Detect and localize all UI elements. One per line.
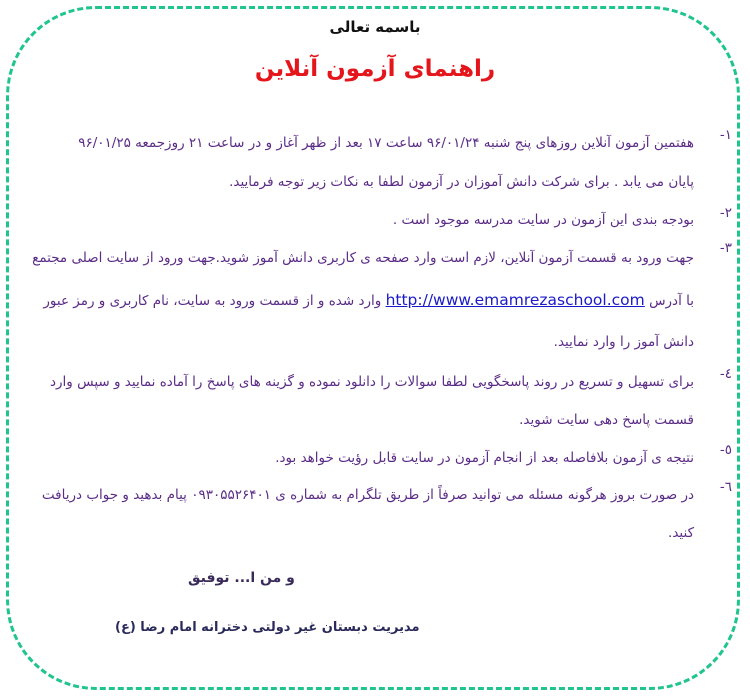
closing-phrase: و من ا... توفیق — [188, 570, 295, 586]
page-title: راهنمای آزمون آنلاین — [254, 56, 496, 82]
item-text-line: نتیجه ی آزمون بلافاصله بعد از انجام آزمون در سایت قابل رؤیت خواهد بود. — [275, 450, 694, 466]
item-text-line: کنید. — [668, 525, 694, 541]
instruction-item-1 — [22, 127, 732, 205]
instruction-item-6 — [22, 479, 732, 555]
instruction-item-3 — [22, 240, 732, 366]
signature-line: مدیریت دبستان غیر دولتی دخترانه امام رضا (ع) — [115, 620, 420, 635]
item-text-line: پایان می یابد . برای شرکت دانش آموزان در آزمون لطفا به نکات زیر توجه فرمایید. — [229, 174, 694, 190]
item-text-line: بودجه بندی این آزمون در سایت مدرسه موجود است . — [392, 212, 694, 228]
item-number: ۱- — [719, 127, 732, 143]
instructions-list — [22, 127, 732, 555]
item-text-fragment: وارد شده و از قسمت ورود به سایت، نام کاربری و رمز عبور — [43, 293, 382, 309]
item-number: ۲- — [719, 205, 732, 221]
item-number: ۳- — [719, 240, 732, 256]
item-number: ٥- — [719, 442, 732, 458]
item-text-line — [22, 282, 694, 324]
item-text-line: جهت ورود به قسمت آزمون آنلاین، لازم است وارد صفحه ی کاربری دانش آموز شوید.جهت ورود از سایت اصلی مجتمع — [32, 250, 694, 266]
bismillah-heading: باسمه تعالی — [329, 18, 421, 36]
instruction-item-5 — [22, 442, 732, 479]
item-text-fragment: با آدرس — [649, 293, 694, 309]
item-text-line: در صورت بروز هرگونه مسئله می توانید صرفاً از طریق تلگرام به شماره ی ۰۹۳۰۵۵۲۶۴۰۱ پیام بدهید و جواب دریافت — [41, 487, 694, 503]
item-text-line: برای تسهیل و تسریع در روند پاسخگویی لطفا سوالات را دانلود نموده و گزینه های پاسخ را آماده نمایید و سپس وارد — [50, 374, 694, 390]
school-website-link[interactable]: http://www.emamrezaschool.com — [385, 291, 645, 309]
item-text-line: دانش آموز را وارد نمایید. — [553, 334, 694, 350]
instruction-item-2 — [22, 205, 732, 240]
instruction-item-4 — [22, 366, 732, 442]
item-text-line: هفتمین آزمون آنلاین روزهای پنج شنبه ۹۶/۰۱/۲۴ ساعت ۱۷ بعد از ظهر آغاز و در ساعت ۲۱ روزجمعه ۹۶/۰۱/۲۵ — [78, 135, 694, 151]
item-number: ٤- — [719, 366, 732, 382]
item-text-line: قسمت پاسخ دهی سایت شوید. — [519, 412, 694, 428]
item-number: ٦- — [719, 479, 732, 495]
